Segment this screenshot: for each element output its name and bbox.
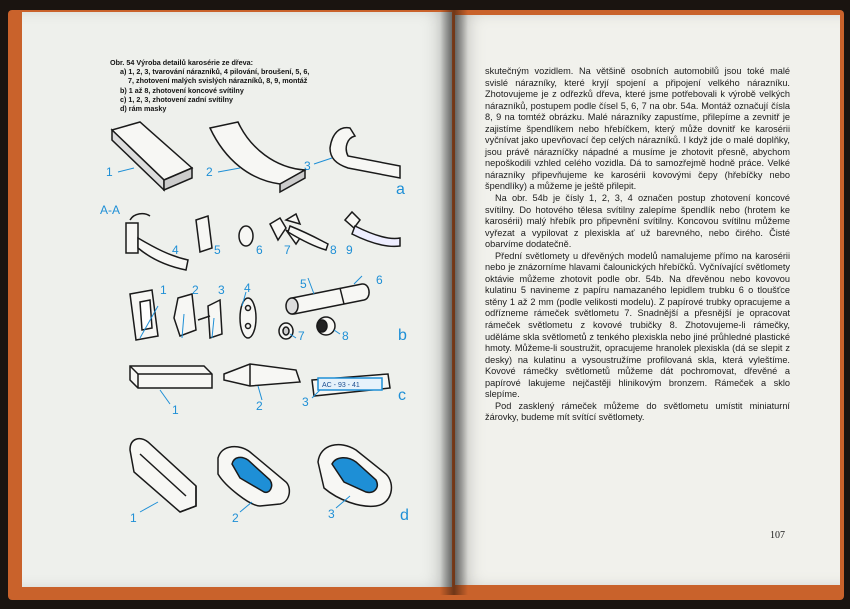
- paragraph-1: skutečným vozidlem. Na většině osobních automobilů jsou toké malé svislé nárazníky, které kryjí spojení a připojení velkého nárazníku. Zhotovujeme je z odřezků dřeva, které jsme potřebovali k výrobě velkých nárazníků, postupem podle čísel 5, 6, 7 na obr. 54a. Montáž označují čísla 8, 9 na tomtéž obrázku. Malé nárazníky zapustíme, přilepíme a zevnitř je zajistíme špendlíkem nebo hřebíčkem, který může dovnitř ke karosérii vyčnívat jako upevňovací čep celých nárazníků. I když jde o malé doplňky, jsou právě nárazníčky nápadné a musíme je zhotovit přesně, abychom nepoškodili vzhled celého vozidla. Dá to samozřejmě hodně práce. Velké nárazníky připevňujeme ke karosérii kovovými čepy (hřebíčky nebo špendlíky) a můžeme je ještě přilepit.: [485, 66, 790, 192]
- label-c2: 2: [256, 399, 263, 413]
- caption-line-a: a) 1, 2, 3, tvarování nárazníků, 4 pilování, broušení, 5, 6,: [120, 67, 310, 77]
- label-b6: 6: [376, 273, 383, 287]
- bumper-blank-1: [112, 122, 192, 190]
- label-b2: 2: [192, 283, 199, 297]
- caption-line-d: d) rám masky: [120, 104, 167, 114]
- book-gutter: [440, 10, 468, 595]
- label-aa: A-A: [100, 203, 121, 217]
- page-number: 107: [770, 530, 785, 541]
- rear-light-block-2: [224, 364, 300, 386]
- label-a7: 7: [284, 243, 291, 257]
- label-d3: 3: [328, 507, 335, 521]
- caption-line-c: c) 1, 2, 3, zhotovení zadní svítilny: [120, 94, 234, 104]
- label-d1: 1: [130, 511, 137, 525]
- mask-frame-1: [130, 439, 196, 512]
- headlight-ring-7: [279, 323, 293, 339]
- label-c3: 3: [302, 395, 309, 409]
- small-bumper-6: [239, 226, 253, 246]
- paragraph-3: Přední světlomety u dřevěných modelů namalujeme přímo na karosérii nebo je znázorníme hlavami čalounických hřebíčků. Vyčnívající světlomety oktávie můžeme zhotovit podle obr. 54b. Na dřevěnou nebo kovovou kulatinu 5 navineme z papíru namazaného lepidlem trubku 6 o tloušťce stěny 1 až 2 mm (podle velikosti modelu). Z papírové trubky opracujeme a odřízneme rámeček světlometu 7. Snadnější a přesnější je opracovat rámeček světlometu z kovové trubičky 8. Zhotovujeme-li rámečky, uděláme skla světlometů z tenkého plexiskla nebo jiné průhledné plastické hmoty. Můžeme-li soustružit, opracujeme hranolek plexiskla (dá se slepit z desky) na kulatinu a vysoustružíme profilovaná skla, která vyleštíme. Kovové rámečky světlometů můžeme dát pochromovat, dřevěné a papírové lakujeme nejčastěji hlinikovým bronzem. Rámeček a sklo slepíme.: [485, 250, 790, 400]
- caption-line-a2: 7, zhotovení malých svislých nárazníků, 8, 9, montáž: [128, 76, 308, 86]
- tail-light-2: [174, 294, 196, 336]
- label-c1: 1: [172, 403, 179, 417]
- caption-title: Obr. 54 Výroba detailů karosérie ze dřeva:: [110, 58, 254, 67]
- label-b5: 5: [300, 277, 307, 291]
- headlight-rod-5-6: [286, 284, 369, 314]
- label-b7: 7: [298, 329, 305, 343]
- section-label-b: b: [398, 327, 407, 344]
- label-a9: 9: [346, 243, 353, 257]
- rear-light-plate-3: [312, 374, 390, 396]
- plate-text: AC - 93 - 41: [322, 382, 360, 389]
- figure-caption: [110, 58, 410, 113]
- mask-frame-3: [318, 445, 391, 507]
- label-a2: 2: [206, 165, 213, 179]
- label-d2: 2: [232, 511, 239, 525]
- label-a8: 8: [330, 243, 337, 257]
- paragraph-4: Pod zasklený rámeček můžeme do světlometu umístit miniaturní žárovky, budeme mít svítící světlomety.: [485, 400, 790, 423]
- label-a5: 5: [214, 243, 221, 257]
- section-label-d: d: [400, 507, 409, 524]
- label-a4: 4: [172, 243, 179, 257]
- label-a1: 1: [106, 165, 113, 179]
- label-b3: 3: [218, 283, 225, 297]
- rear-light-block-1: [130, 366, 212, 388]
- montage-8: [286, 214, 328, 250]
- label-b8: 8: [342, 329, 349, 343]
- figure-illustration: [100, 108, 430, 538]
- tail-light-1: [130, 290, 158, 340]
- section-label-c: c: [398, 387, 406, 404]
- small-bumper-5: [196, 216, 212, 252]
- label-b1: 1: [160, 283, 167, 297]
- section-aa: [126, 214, 188, 270]
- paragraph-2: Na obr. 54b je čísly 1, 2, 3, 4 označen postup zhotovení koncové svítilny. Do hotového tělesa svítilny zalepíme špendlík nebo (hrotem ke karosérii) malý hřebík pro připevnění svítilny. Koncovou svítilnu můžeme vyřezat a vypilovat z plexiskla ať už barevného, nebo čirého. Čisté obarvíme dodatečně.: [485, 193, 790, 250]
- body-text: [485, 66, 790, 424]
- headlight-ring-8: [317, 317, 335, 335]
- mask-frame-2: [218, 447, 289, 506]
- section-label-a: a: [396, 181, 405, 198]
- bumper-blank-2: [210, 122, 305, 192]
- label-a6: 6: [256, 243, 263, 257]
- montage-9: [345, 212, 400, 246]
- caption-line-b: b) 1 až 8, zhotovení koncové svítilny: [120, 85, 244, 95]
- label-b4: 4: [244, 281, 251, 295]
- label-a3: 3: [304, 159, 311, 173]
- bumper-shaped-3: [330, 128, 400, 178]
- tail-light-3: [198, 300, 222, 338]
